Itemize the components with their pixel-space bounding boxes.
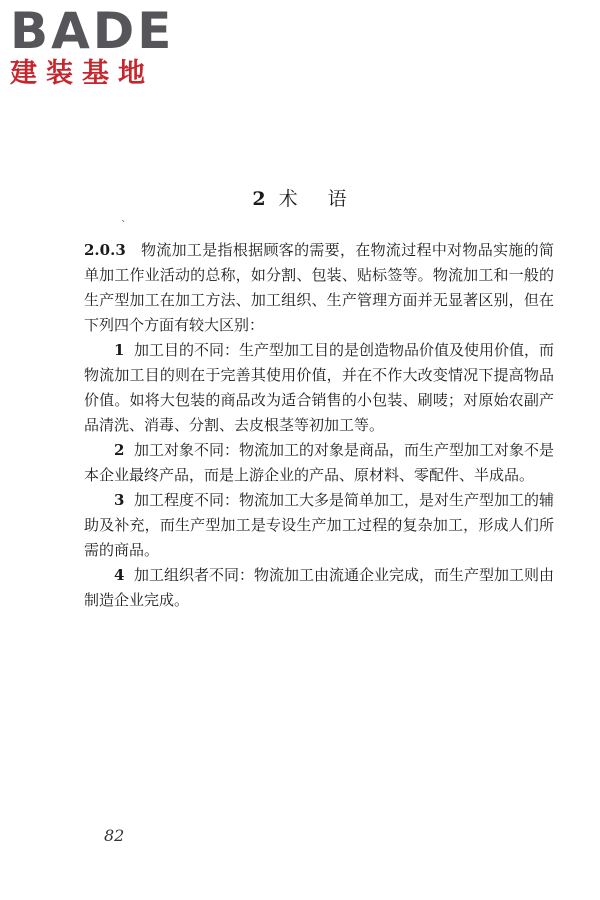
- item-text: 加工目的不同：生产型加工目的是创造物品价值及使用价值，而物流加工目的则在于完善其使用价值，并在不作大改变情况下提高物品价值。如将大包装的商品改为适合销售的小包装、刷唛；对原始农副产品清洗、消毒、分割、去皮根茎等初加工等。: [84, 341, 554, 434]
- item-number: 1: [114, 341, 125, 359]
- logo-mark: BADE: [10, 2, 175, 60]
- section-content: [84, 238, 554, 613]
- chapter-number: 2: [252, 188, 267, 210]
- clause-paragraph: [84, 238, 554, 338]
- item-text: 加工对象不同：物流加工的对象是商品，而生产型加工对象不是本企业最终产品，而是上游企业的产品、原材料、零配件、半成品。: [84, 441, 554, 484]
- list-item: [84, 488, 554, 563]
- chapter-name: 术 语: [278, 188, 348, 210]
- list-item: [84, 563, 554, 613]
- chapter-title: [0, 184, 600, 211]
- item-number: 2: [114, 441, 125, 459]
- item-text: 加工组织者不同：物流加工由流通企业完成，而生产型加工则由制造企业完成。: [84, 566, 554, 609]
- item-number: 3: [114, 491, 125, 509]
- clause-number: 2.0.3: [84, 241, 126, 259]
- item-text: 加工程度不同：物流加工大多是简单加工，是对生产型加工的辅助及补充，而生产型加工是专设生产加工过程的复杂加工，形成人们所需的商品。: [84, 491, 554, 559]
- list-item: [84, 338, 554, 438]
- bade-logo: [10, 2, 175, 90]
- clause-text: 物流加工是指根据顾客的需要，在物流过程中对物品实施的简单加工作业活动的总称，如分割、包装、贴标签等。物流加工和一般的生产型加工在加工方法、加工组织、生产管理方面并无显著区别，但在下列四个方面有较大区别：: [84, 241, 554, 334]
- page-number: 82: [104, 826, 125, 845]
- list-item: [84, 438, 554, 488]
- item-number: 4: [114, 566, 125, 584]
- logo-subtitle: 建装基地: [10, 58, 154, 89]
- stray-mark: `: [121, 219, 127, 232]
